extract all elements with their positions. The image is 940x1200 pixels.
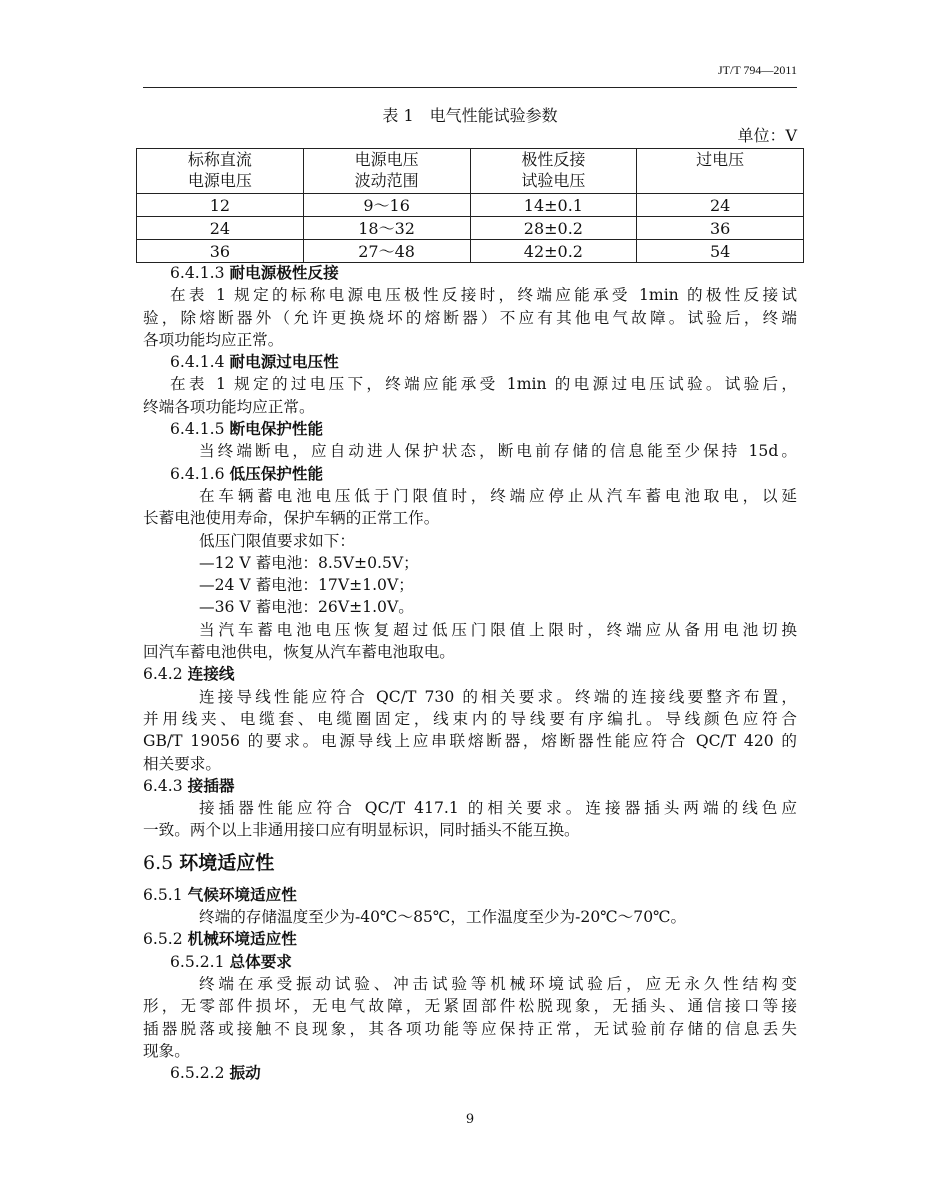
table-cell: 14±0.1 [470, 194, 637, 217]
subsection-heading [143, 951, 797, 973]
heading-title: 断电保护性能 [229, 420, 324, 439]
paragraph-line: 低压门限值要求如下： [199, 531, 355, 550]
heading-title: 耐电源过电压性 [229, 353, 339, 372]
document-code: JT/T 794—2011 [717, 63, 797, 77]
heading-title: 低压保护性能 [229, 464, 324, 483]
subsection-heading [143, 884, 797, 906]
column-header [303, 149, 470, 194]
subsection-heading [143, 463, 797, 485]
paragraph-line: —12 V 蓄电池：8.5V±0.5V； [199, 553, 419, 572]
heading-title: 气候环境适应性 [187, 885, 297, 904]
section-heading [143, 842, 797, 884]
table-cell: 18～32 [303, 217, 470, 240]
table-cell: 54 [637, 240, 804, 263]
paragraph-line: 相关要求。 [143, 754, 221, 773]
table-cell: 24 [637, 194, 804, 217]
column-header-line: 电源电压 [187, 171, 252, 190]
paragraph-line: 一致。两个以上非通用接口应有明显标识，同时插头不能互换。 [143, 821, 580, 840]
paragraph-line: 形，无零部件损坏，无电气故障，无紧固部件松脱现象，无插头、通信接口等接 [143, 997, 797, 1016]
paragraph-line: GB/T 19056 的要求。电源导线上应串联熔断器，熔断器性能应符合 QC/T 420 的 [143, 732, 797, 751]
column-header [137, 149, 304, 194]
table-cell: 27～48 [303, 240, 470, 263]
electrical-parameters-table [136, 148, 804, 263]
header-rule [143, 87, 797, 88]
paragraph-line: 当汽车蓄电池电压恢复超过低压门限值上限时，终端应从备用电池切换 [199, 620, 797, 639]
heading-number: 6.4.1.6 [170, 464, 230, 483]
heading-title: 耐电源极性反接 [229, 264, 339, 282]
table-cell: 36 [637, 217, 804, 240]
column-header-line: 电源电压 [354, 150, 419, 169]
paragraph-line: 当终端断电，应自动进人保护状态，断电前存储的信息能至少保持 15d。 [199, 442, 797, 461]
paragraph-line: 验，除熔断器外（允许更换烧坏的熔断器）不应有其他电气故障。试验后，终端 [143, 308, 797, 327]
heading-title: 环境适应性 [179, 851, 275, 874]
column-header [470, 149, 637, 194]
heading-title: 总体要求 [229, 952, 292, 971]
heading-number: 6.5.2.1 [170, 952, 230, 971]
heading-number: 6.5.1 [143, 885, 188, 904]
paragraph-line: 接插器性能应符合 QC/T 417.1 的相关要求。连接器插头两端的线色应 [199, 799, 797, 818]
heading-number: 6.4.2 [143, 665, 188, 684]
document-body [143, 262, 797, 1084]
paragraph-line: 插器脱落或接触不良现象，其各项功能等应保持正常，无试验前存储的信息丢失 [143, 1019, 797, 1038]
heading-title: 机械环境适应性 [187, 930, 297, 949]
table-cell: 42±0.2 [470, 240, 637, 263]
paragraph-line: 现象。 [143, 1041, 190, 1060]
column-header-line: 极性反接 [521, 150, 586, 169]
heading-title: 接插器 [187, 776, 235, 795]
column-header-line: 试验电压 [521, 171, 586, 190]
page-number: 9 [465, 1112, 475, 1127]
heading-title: 连接线 [187, 665, 235, 684]
table-header-row [137, 149, 804, 194]
table-cell: 24 [137, 217, 304, 240]
column-header-line: 过电压 [696, 150, 745, 169]
table-cell: 36 [137, 240, 304, 263]
paragraph-line: 在表 1 规定的标称电源电压极性反接时，终端应能承受 1min 的极性反接试 [170, 286, 797, 305]
subsection-heading [143, 262, 797, 284]
paragraph-line: 回汽车蓄电池供电，恢复从汽车蓄电池取电。 [143, 643, 455, 662]
paragraph-line: 在表 1 规定的过电压下，终端应能承受 1min 的电源过电压试验。试验后， [170, 375, 797, 394]
paragraph-line: 终端各项功能均应正常。 [143, 397, 315, 416]
heading-number: 6.4.1.3 [170, 264, 230, 282]
paragraph-line: 长蓄电池使用寿命，保护车辆的正常工作。 [143, 509, 440, 528]
subsection-heading [143, 351, 797, 373]
subsection-heading [143, 928, 797, 950]
paragraph-line: 并用线夹、电缆套、电缆圈固定，线束内的导线要有序编扎。导线颜色应符合 [143, 709, 797, 728]
column-header-line: 波动范围 [354, 171, 419, 190]
table-title: 表 1 电气性能试验参数 [382, 106, 558, 125]
paragraph-line: 终端的存储温度至少为-40℃～85℃，工作温度至少为-20℃～70℃。 [199, 908, 687, 927]
paragraph-line: 连接导线性能应符合 QC/T 730 的相关要求。终端的连接线要整齐布置， [199, 687, 797, 706]
heading-number: 6.5.2 [143, 930, 188, 949]
heading-title: 振动 [229, 1064, 261, 1083]
paragraph-line: —36 V 蓄电池：26V±1.0V。 [199, 598, 414, 617]
heading-number: 6.4.1.4 [170, 353, 230, 372]
table-cell: 28±0.2 [470, 217, 637, 240]
paragraph-line: 各项功能均应正常。 [143, 330, 284, 349]
table-row [137, 240, 804, 263]
paragraph-line: 终端在承受振动试验、冲击试验等机械环境试验后，应无永久性结构变 [199, 974, 797, 993]
column-header [637, 149, 804, 194]
column-header-line: 标称直流 [187, 150, 252, 169]
paragraph-line: —24 V 蓄电池：17V±1.0V； [199, 576, 414, 595]
table-unit: 单位：V [737, 126, 797, 145]
table-cell: 9～16 [303, 194, 470, 217]
subsection-heading [143, 775, 797, 797]
heading-number: 6.5.2.2 [170, 1064, 230, 1083]
subsection-heading [143, 663, 797, 685]
table-row [137, 217, 804, 240]
heading-number: 6.5 [143, 851, 180, 874]
table-row [137, 194, 804, 217]
column-header-line [637, 170, 803, 191]
subsection-heading [143, 418, 797, 440]
subsection-heading [143, 1062, 797, 1084]
heading-number: 6.4.3 [143, 776, 188, 795]
heading-number: 6.4.1.5 [170, 420, 230, 439]
paragraph-line: 在车辆蓄电池电压低于门限值时，终端应停止从汽车蓄电池取电，以延 [199, 486, 797, 505]
table-cell: 12 [137, 194, 304, 217]
